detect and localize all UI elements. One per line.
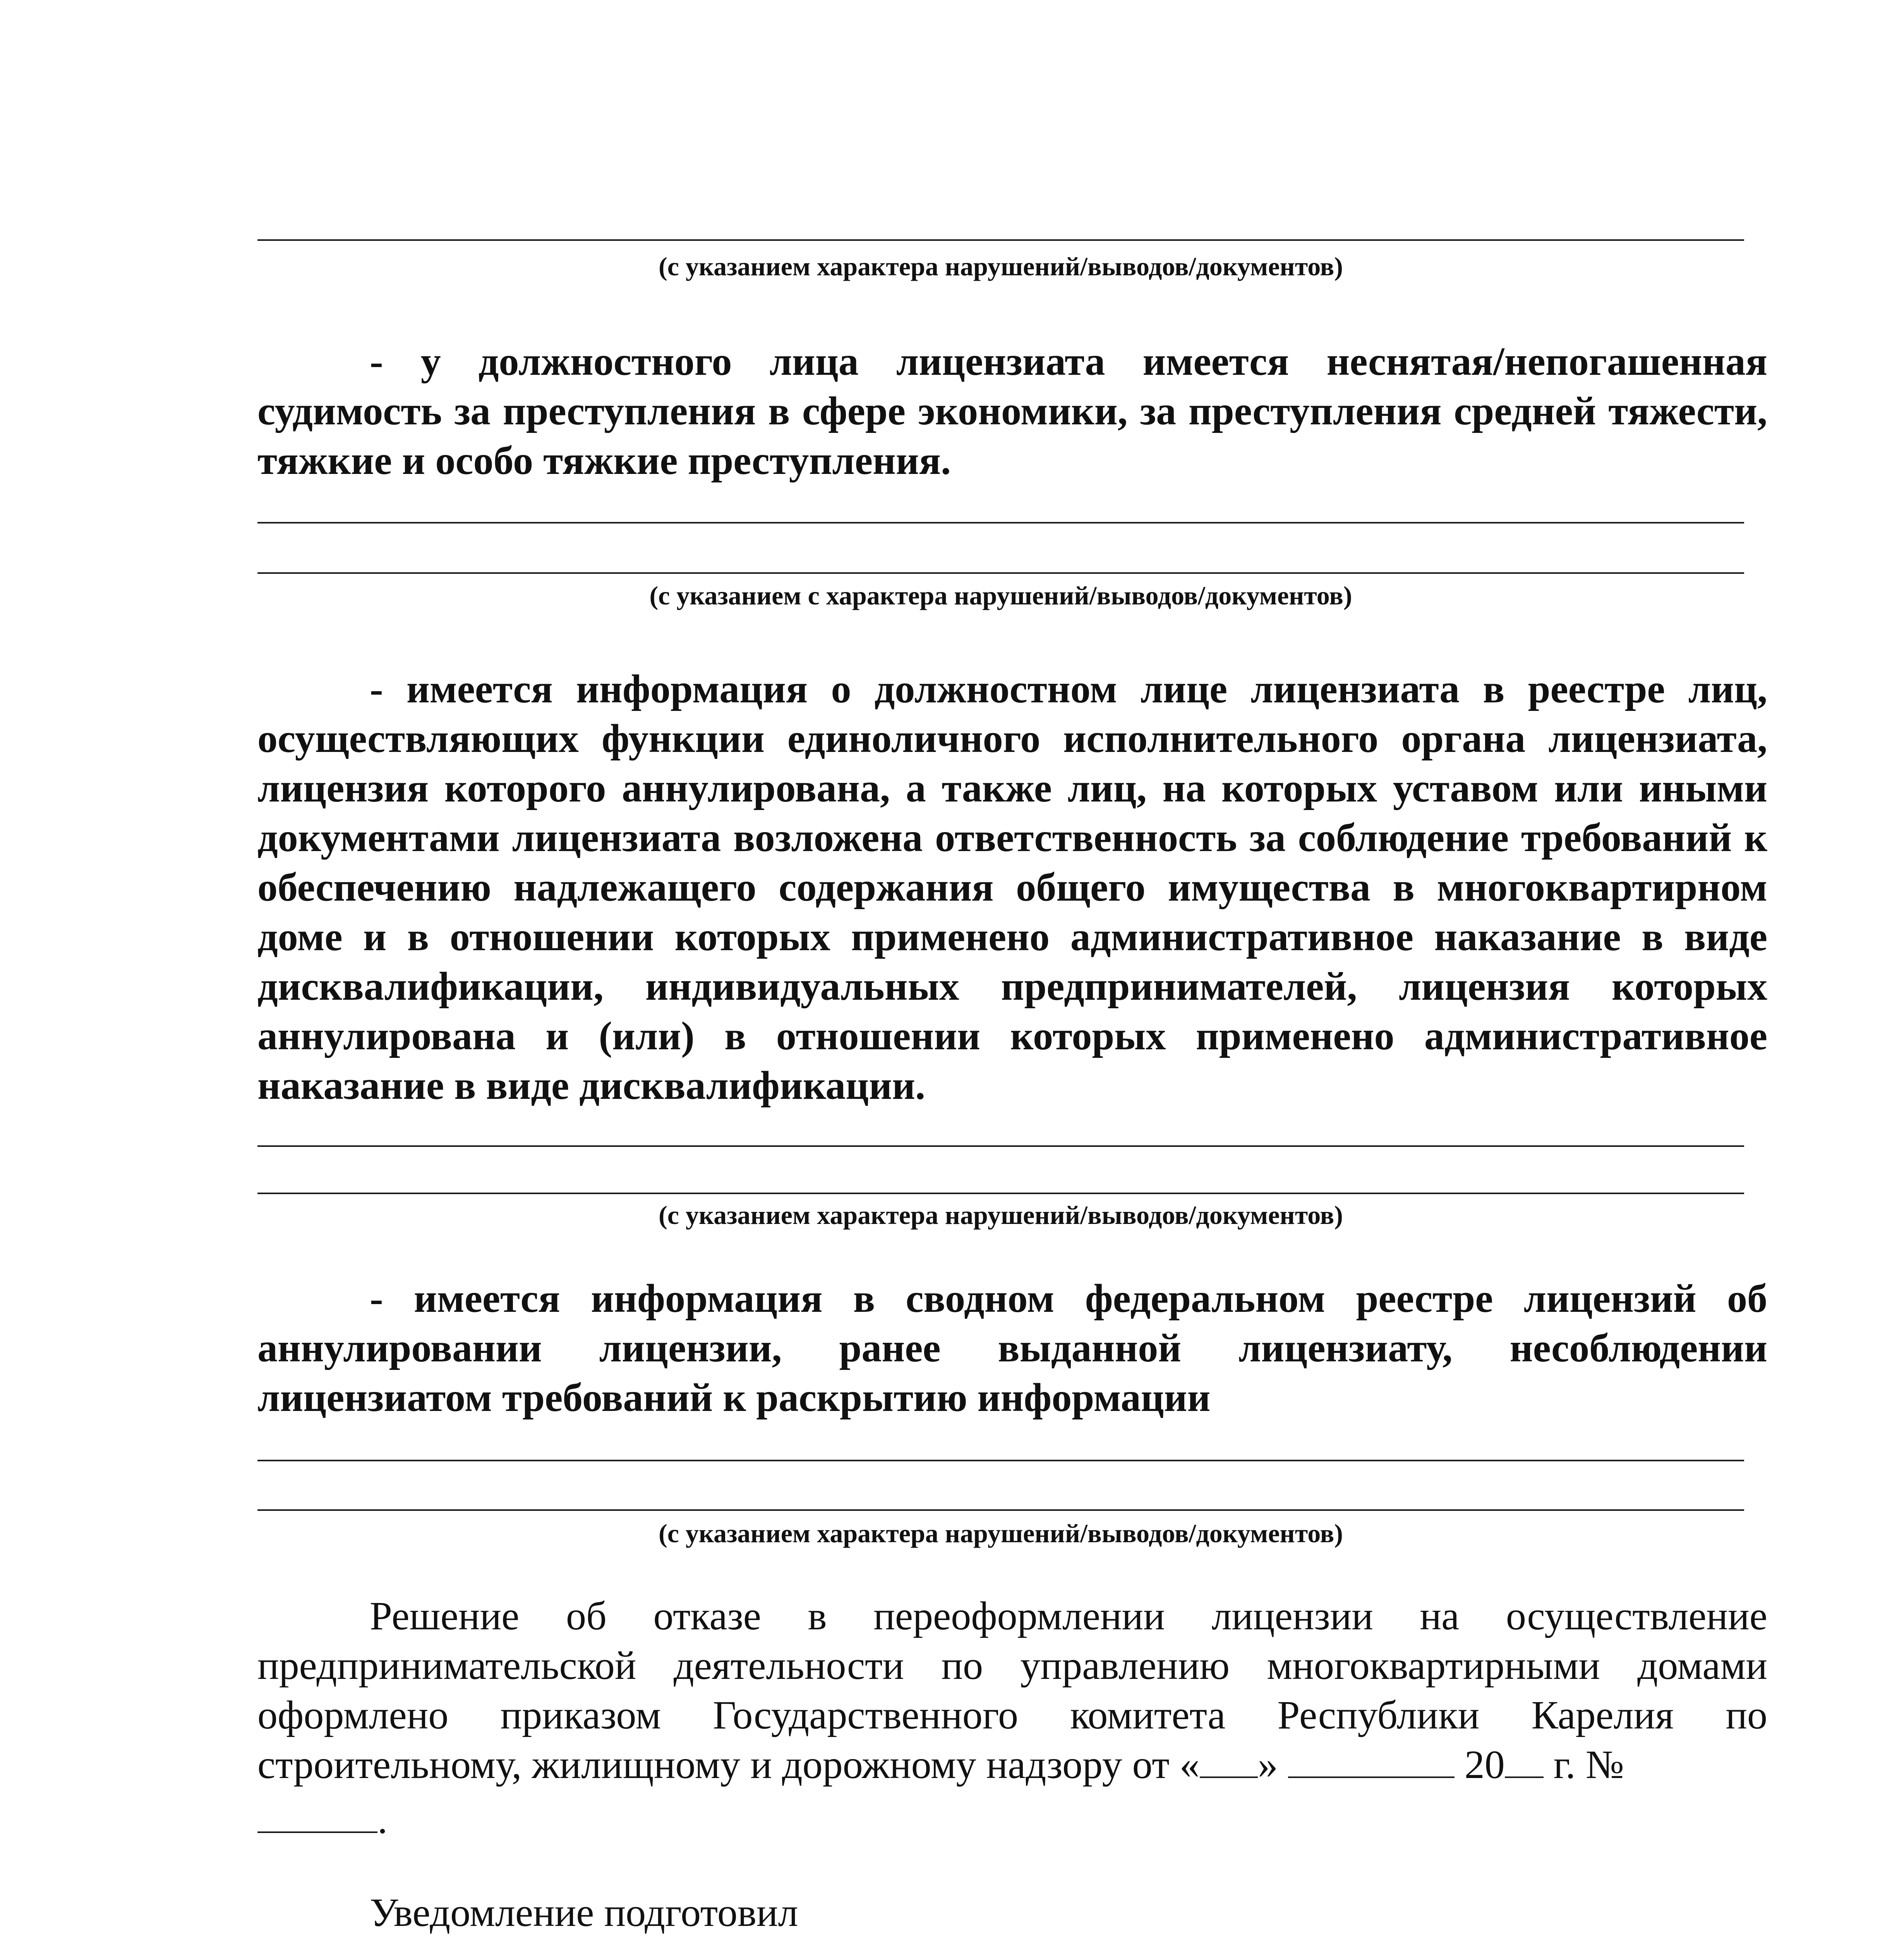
fill-line <box>257 522 1744 523</box>
field-caption: (с указанием характера нарушений/выводов/документов) <box>659 252 1343 281</box>
field-caption: (с указанием характера нарушений/выводов/документов) <box>659 1200 1343 1230</box>
order-number-line <box>257 1797 388 1843</box>
fill-line <box>257 1145 1744 1147</box>
year-blank <box>1505 1749 1544 1778</box>
decision-end: . <box>377 1797 388 1842</box>
decision-close-quote: » <box>1257 1742 1278 1787</box>
paragraph-registry-info: - имеется информация о должностном лице лицензиата в реестре лиц, осуществляющих функции единоличного исполнительного органа лицензиата, лицензия которого аннулирована, а также лиц, на которых уставом или иными документами лицензиата возложена ответственность за соблюдение требований к обеспечению надлежащего содержания общего имущества в многоквартирном доме и в отношении которых применено административное наказание в виде дисквалификации, индивидуальных предпринимателей, лицензия которых аннулирована и (или) в отношении которых применено административное наказание в виде дисквалификации. <box>257 667 1767 1108</box>
fill-line <box>257 1193 1744 1194</box>
month-blank <box>1288 1749 1455 1778</box>
paragraph-federal-registry: - имеется информация в сводном федеральном реестре лицензий об аннулировании лицензии, ранее выданной лицензиату, несоблюдении лицензиатом требований к раскрытию информации <box>257 1276 1767 1420</box>
fill-line <box>257 1460 1744 1461</box>
day-blank <box>1200 1749 1258 1778</box>
field-caption: (с указанием с характера нарушений/выводов/документов) <box>649 581 1352 610</box>
decision-year-suffix: г. № <box>1553 1742 1624 1787</box>
prepared-by-label: Уведомление подготовил <box>370 1890 798 1935</box>
fill-line <box>257 1509 1744 1511</box>
field-caption: (с указанием характера нарушений/выводов/документов) <box>659 1519 1343 1548</box>
fill-line <box>257 239 1744 241</box>
paragraph-decision <box>257 1591 1767 1790</box>
paragraph-criminal-record: - у должностного лица лицензиата имеется неснятая/непогашенная судимость за преступления в сфере экономики, за преступления средней тяжести, тяжкие и особо тяжкие преступления. <box>257 339 1767 483</box>
decision-year-prefix: 20 <box>1464 1742 1505 1787</box>
decision-text: Решение об отказе в переоформлении лицензии на осуществление предпринимательской деятельности по управлению многоквартирными домами оформлено приказом Государственного комитета Республики Карелия по строительному, жилищному и дорожному надзору от « <box>257 1594 1767 1787</box>
order-number-blank <box>257 1804 377 1833</box>
fill-line <box>257 572 1744 574</box>
